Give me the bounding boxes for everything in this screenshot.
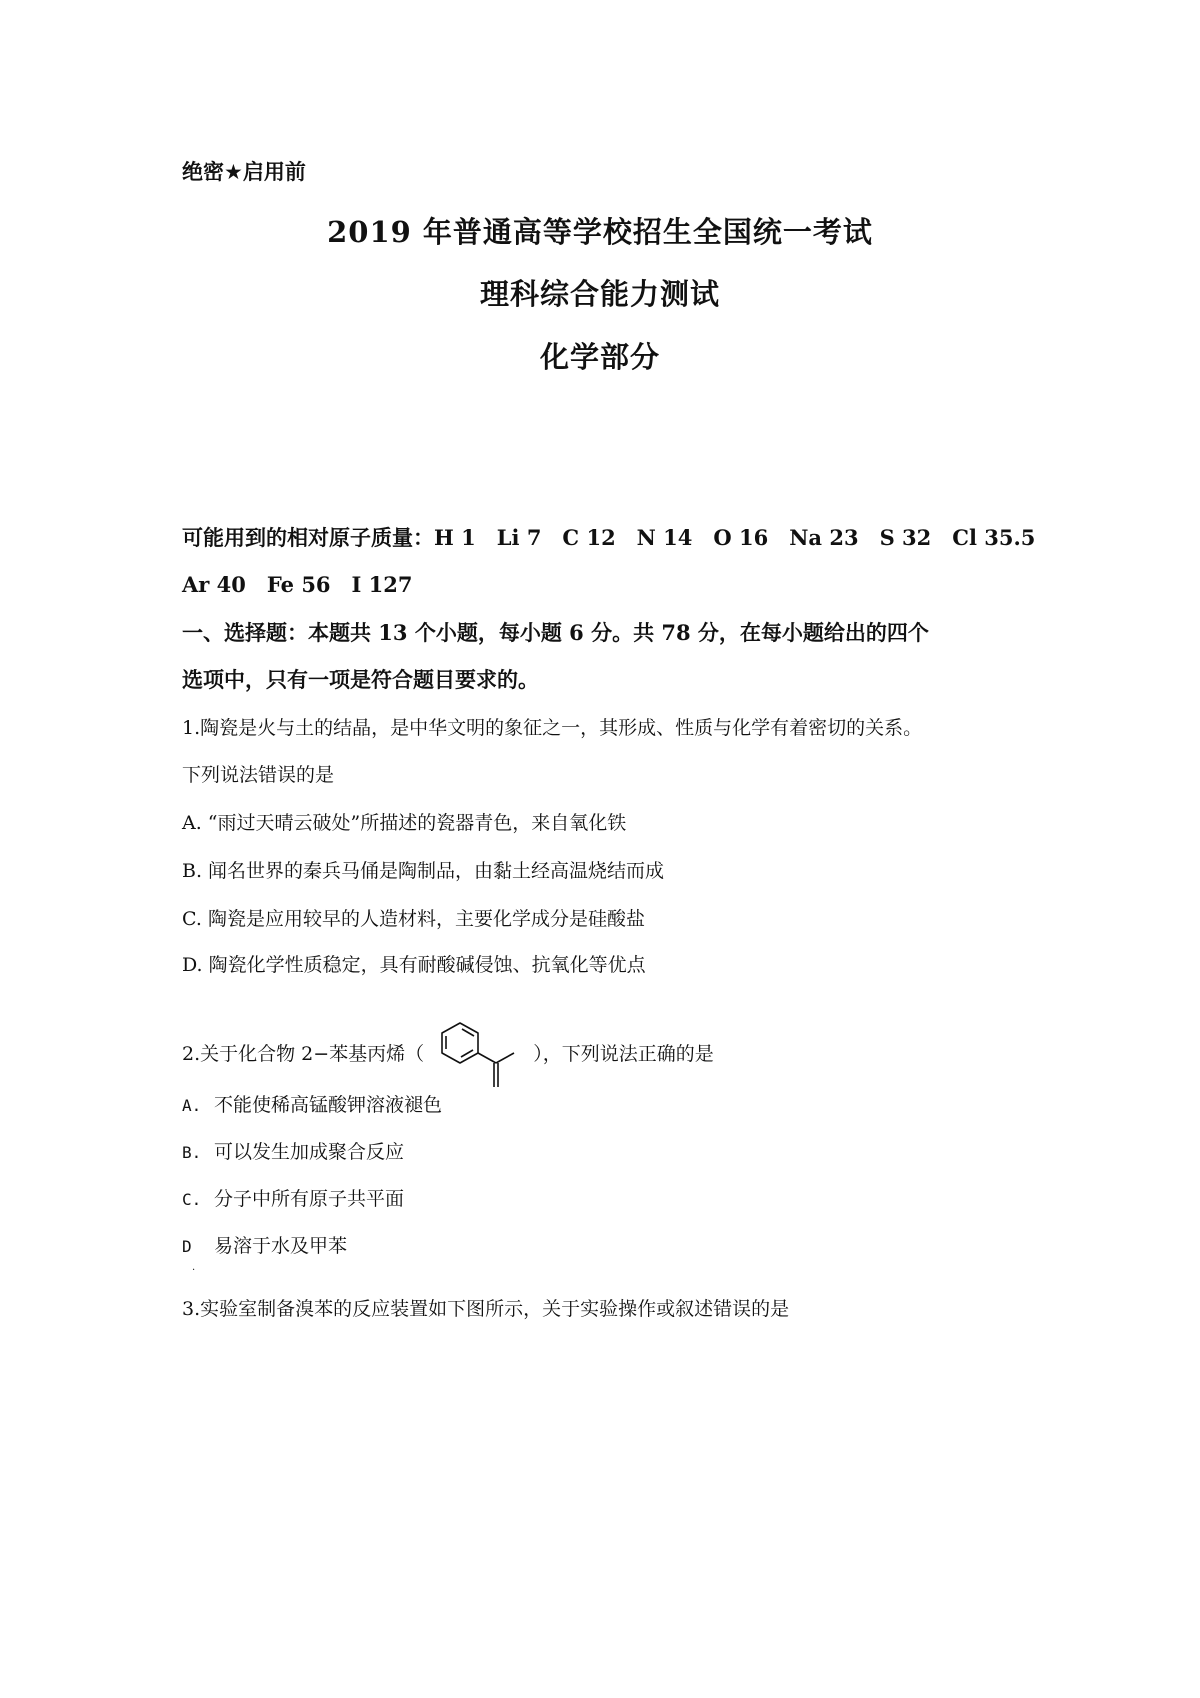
- exam-title: 2019 年普通高等学校招生全国统一考试: [327, 215, 873, 249]
- option-text: 分子中所有原子共平面: [214, 1188, 405, 1210]
- question-2-option-a: [182, 1090, 442, 1117]
- question-1-stem-line-1: 1.陶瓷是火与土的结晶，是中华文明的象征之一，其形成、性质与化学有着密切的关系。: [182, 717, 923, 739]
- option-label: B.: [182, 1143, 202, 1162]
- question-1-option-b: B. 闻名世界的秦兵马俑是陶制品，由黏土经高温烧结而成: [182, 860, 665, 882]
- section-instructions-line-2: 选项中，只有一项是符合题目要求的。: [182, 667, 539, 692]
- question-1-option-d: D. 陶瓷化学性质稳定，具有耐酸碱侵蚀、抗氧化等优点: [182, 954, 646, 976]
- stray-mark: .: [192, 1262, 196, 1273]
- question-2-stem: [182, 1019, 714, 1091]
- confidential-label: 绝密★启用前: [182, 160, 306, 184]
- atomic-masses-line-2: Ar 40 Fe 56 I 127: [182, 572, 413, 597]
- question-2-stem-after: ），下列说法正确的是: [533, 1043, 714, 1065]
- option-label: A.: [182, 1096, 202, 1115]
- exam-subtitle: 理科综合能力测试: [479, 277, 720, 311]
- question-2-stem-before: 2.关于化合物 2−苯基丙烯（: [182, 1043, 425, 1065]
- option-text: 不能使稀高锰酸钾溶液褪色: [214, 1094, 443, 1116]
- question-2-option-d: [182, 1231, 347, 1258]
- option-text: 易溶于水及甲苯: [214, 1235, 348, 1257]
- question-3-stem: 3.实验室制备溴苯的反应装置如下图所示，关于实验操作或叙述错误的是: [182, 1298, 790, 1320]
- atomic-masses-line-1: 可能用到的相对原子质量：H 1 Li 7 C 12 N 14 O 16 Na 23 S 32 Cl 35.5: [182, 525, 1036, 550]
- 2-phenylpropene-structure-icon: [426, 1019, 531, 1091]
- section-instructions-line-1: 一、选择题：本题共 13 个小题，每小题 6 分。共 78 分，在每小题给出的四个: [182, 620, 929, 645]
- exam-part: 化学部分: [539, 340, 660, 374]
- option-label: C.: [182, 1190, 202, 1209]
- question-1-stem-line-2: 下列说法错误的是: [182, 764, 335, 786]
- option-text: 可以发生加成聚合反应: [214, 1141, 405, 1163]
- option-label: D: [182, 1237, 192, 1256]
- question-2-option-b: [182, 1137, 404, 1164]
- question-2-option-c: [182, 1184, 404, 1211]
- question-1-option-c: C. 陶瓷是应用较早的人造材料，主要化学成分是硅酸盐: [182, 908, 645, 930]
- question-1-option-a: A. “雨过天晴云破处”所描述的瓷器青色，来自氧化铁: [182, 812, 627, 834]
